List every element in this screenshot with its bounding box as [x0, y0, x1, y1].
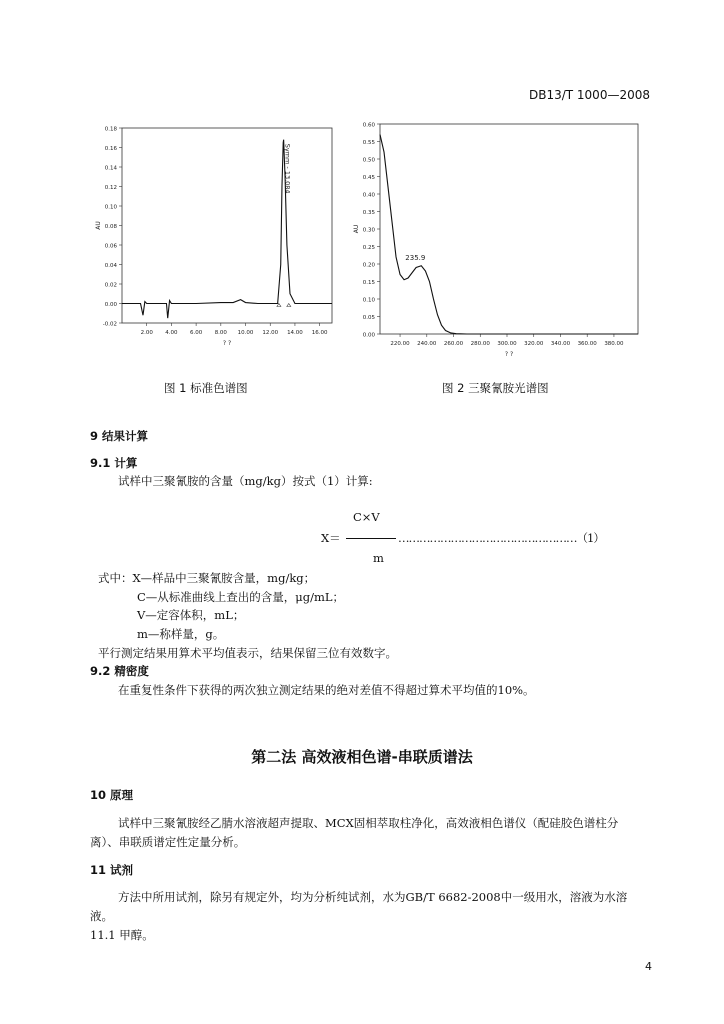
x-tick-label: 300.00 [497, 341, 517, 347]
formula-numerator: C×V [353, 510, 380, 524]
plot-frame [122, 128, 332, 323]
section-9-1-heading: 9.1 计算 [90, 456, 138, 470]
y-tick-label: 0.30 [362, 227, 375, 234]
figure-2-spectrum [350, 112, 646, 358]
where-c: C—从标准曲线上查出的含量，μg/mL； [137, 590, 345, 604]
y-tick-label: 0.04 [104, 263, 117, 269]
y-tick-label: 0.35 [362, 210, 375, 216]
peak-end-marker [287, 304, 291, 307]
section-9-2-heading: 9.2 精密度 [90, 664, 149, 678]
x-tick-label: 4.00 [165, 330, 178, 336]
formula-lhs: X＝ [321, 531, 341, 545]
chromatogram-chart [88, 118, 338, 358]
page-number: 4 [645, 960, 652, 973]
figure-1-caption: 图 1 标准色谱图 [164, 381, 248, 395]
y-tick-label: 0.02 [104, 282, 117, 289]
x-axis-label: ? ? [504, 351, 514, 358]
y-tick-label: 0.45 [362, 175, 375, 181]
section-9-1-note: 平行测定结果用算术平均值表示，结果保留三位有效数字。 [98, 646, 397, 660]
y-tick-label: 0.10 [104, 204, 117, 211]
where-v: V—定容体积，mL； [137, 608, 245, 622]
y-tick-label: 0.12 [104, 185, 117, 191]
y-tick-label: 0.00 [104, 302, 117, 308]
y-tick-label: 0.16 [104, 146, 117, 152]
y-axis-label: AU [95, 221, 102, 230]
data-series-line [380, 135, 638, 335]
figure-2-caption: 图 2 三聚氰胺光谱图 [442, 381, 549, 395]
standard-code: DB13/T 1000—2008 [528, 88, 650, 102]
figure-1-chromatogram [88, 118, 338, 358]
x-tick-label: 220.00 [390, 341, 410, 347]
where-x: 式中：X—样品中三聚氰胺含量，mg/kg； [98, 571, 316, 585]
y-tick-label: 0.25 [362, 245, 375, 251]
x-tick-label: 260.00 [443, 341, 464, 347]
section-11-text-line2: 液。 [90, 909, 113, 923]
y-tick-label: 0.05 [362, 315, 375, 321]
y-tick-label: 0.00 [362, 332, 375, 339]
section-9-2-text: 在重复性条件下获得的两次独立测定结果的绝对差值不得超过算术平均值的10%。 [118, 683, 535, 697]
formula-equation-number: ……………………………………………（1） [398, 531, 604, 545]
y-tick-label: 0.60 [362, 122, 375, 129]
section-11-text-line1: 方法中所用试剂，除另有规定外，均为分析纯试剂，水为GB/T 6682-2008中一级用水，溶液为水溶 [118, 890, 628, 904]
section-9-1-intro: 试样中三聚氰胺的含量（mg/kg）按式（1）计算: [118, 474, 373, 488]
section-10-heading: 10 原理 [90, 788, 134, 802]
spectrum-chart [350, 112, 646, 358]
x-tick-label: 16.00 [311, 330, 328, 336]
x-tick-label: 14.00 [287, 330, 303, 336]
section-9-heading: 9 结果计算 [90, 429, 149, 443]
peak-label: Symm - 13.084 [283, 143, 292, 194]
x-tick-label: 2.00 [140, 330, 153, 336]
y-tick-label: 0.06 [104, 243, 117, 250]
y-tick-label: 0.14 [104, 165, 117, 172]
x-axis-label: ? ? [222, 340, 232, 347]
x-tick-label: 360.00 [577, 341, 597, 347]
y-tick-label: -0.02 [102, 321, 117, 328]
x-tick-label: 240.00 [417, 341, 437, 347]
method-2-title: 第二法 高效液相色谱-串联质谱法 [251, 748, 473, 766]
x-tick-label: 280.00 [470, 341, 490, 347]
x-tick-label: 12.00 [262, 330, 279, 336]
y-tick-label: 0.50 [362, 157, 375, 164]
plot-frame [380, 124, 638, 334]
y-tick-label: 0.55 [362, 140, 375, 146]
x-tick-label: 340.00 [550, 341, 571, 347]
section-10-text-line2: 离）、串联质谱定性定量分析。 [90, 835, 246, 849]
y-tick-label: 0.18 [104, 126, 117, 133]
x-tick-label: 10.00 [237, 330, 254, 336]
formula-denominator: m [373, 551, 384, 565]
y-axis-label: AU [353, 224, 360, 234]
x-tick-label: 8.00 [214, 330, 227, 336]
y-tick-label: 0.20 [362, 262, 375, 269]
data-series-line [122, 140, 332, 318]
peak-label: 235.9 [405, 253, 426, 262]
x-tick-label: 380.00 [604, 341, 624, 347]
y-tick-label: 0.15 [362, 280, 375, 286]
section-10-text-line1: 试样中三聚氰胺经乙腈水溶液超声提取、MCX固相萃取柱净化，高效液相色谱仪（配硅胶色谱柱分 [118, 816, 619, 830]
where-m: m—称样量，g。 [137, 627, 225, 641]
section-11-heading: 11 试剂 [90, 863, 134, 877]
x-tick-label: 320.00 [524, 341, 544, 347]
y-tick-label: 0.40 [362, 192, 375, 199]
formula-fraction-bar [346, 538, 396, 539]
y-tick-label: 0.08 [104, 224, 117, 230]
section-11-1: 11.1 甲醇。 [90, 928, 154, 942]
x-tick-label: 6.00 [189, 330, 203, 336]
y-tick-label: 0.10 [362, 297, 375, 304]
